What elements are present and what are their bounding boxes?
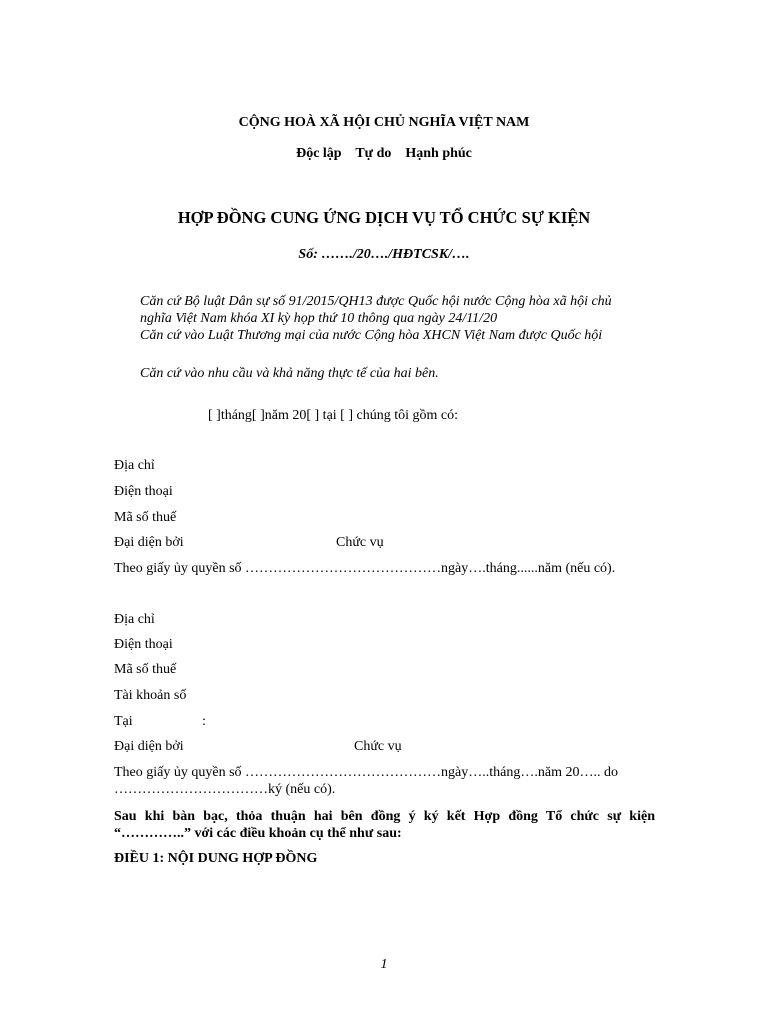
basis-line-4: Căn cứ vào nhu cầu và khả năng thực tế của hai bên. — [140, 366, 439, 381]
motto: Độc lập Tự do Hạnh phúc — [296, 146, 472, 161]
nation-heading: CỘNG HOÀ XÃ HỘI CHỦ NGHĨA VIỆT NAM — [238, 115, 530, 130]
basis-line-1: Căn cứ Bộ luật Dân sự số 91/2015/QH13 được Quốc hội nước Cộng hòa xã hội chủ — [140, 294, 612, 309]
party-b-bank-colon: : — [202, 714, 206, 729]
party-b-authorization-1: Theo giấy ủy quyền số ……………………………………ngày…..tháng….năm 20….. do — [114, 765, 618, 780]
article-1-heading: ĐIỀU 1: NỘI DUNG HỢP ĐỒNG — [114, 851, 318, 866]
party-a-address-label: Địa chỉ — [114, 458, 155, 473]
party-a-authorization: Theo giấy ủy quyền số ……………………………………ngày….tháng......năm (nếu có). — [114, 561, 616, 576]
party-b-phone-label: Điện thoại — [114, 637, 173, 652]
contract-number-value: ……./20…./HĐTCSK/…. — [321, 247, 470, 262]
party-b-position-label: Chức vụ — [354, 739, 402, 754]
party-a-position-label: Chức vụ — [336, 535, 384, 550]
contract-number — [0, 247, 768, 263]
party-a-rep-label: Đại diện bởi — [114, 535, 184, 550]
basis-line-2: nghĩa Việt Nam khóa XI kỳ họp thứ 10 thông qua ngày 24/11/20 — [140, 311, 498, 326]
agreement-paragraph: Sau khi bàn bạc, thỏa thuận hai bên đồng ý ký kết Hợp đồng Tổ chức sự kiện “…………..” với các điều khoản cụ thể như sau: — [114, 809, 655, 841]
party-a-phone-label: Điện thoại — [114, 484, 173, 499]
page-number: 1 — [380, 957, 388, 972]
party-b-account-label: Tài khoản số — [114, 688, 187, 703]
party-b-address-label: Địa chỉ — [114, 612, 155, 627]
party-b-tax-label: Mã số thuế — [114, 662, 177, 677]
contract-number-label: Số: — [298, 247, 318, 262]
contract-title: HỢP ĐỒNG CUNG ỨNG DỊCH VỤ TỔ CHỨC SỰ KIỆN — [177, 208, 591, 227]
basis-line-3: Căn cứ vào Luật Thương mại của nước Cộng hòa XHCN Việt Nam được Quốc hội — [140, 328, 603, 343]
party-b-authorization-2: ……………………………ký (nếu có). — [114, 782, 336, 797]
party-b-bank-label: Tại — [114, 714, 133, 729]
party-b-rep-label: Đại diện bởi — [114, 739, 184, 754]
party-a-tax-label: Mã số thuế — [114, 510, 177, 525]
date-line: [ ]tháng[ ]năm 20[ ] tại [ ] chúng tôi gồm có: — [208, 408, 458, 423]
